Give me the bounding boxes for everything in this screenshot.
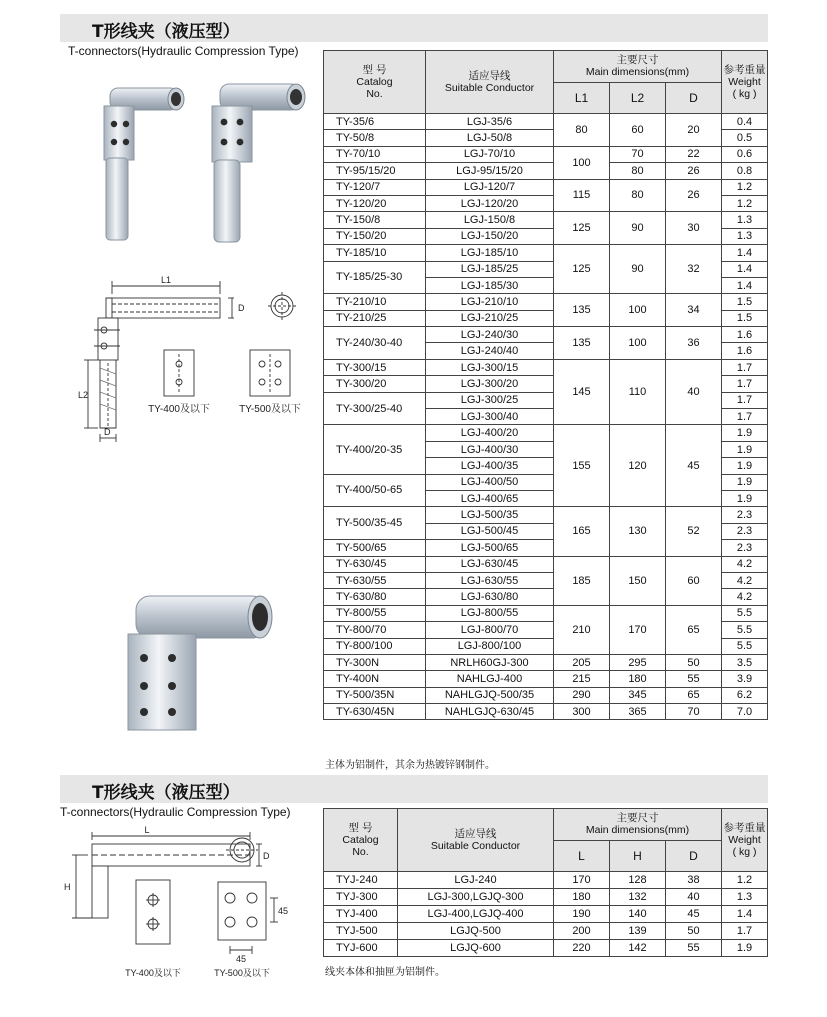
conductor-cell: LGJ-500/35: [426, 507, 554, 523]
table-row: [324, 425, 768, 441]
conductor-cell: LGJ-150/20: [426, 228, 554, 244]
weight-cell: 2.3: [722, 540, 768, 556]
conductor-cell: LGJ-120/7: [426, 179, 554, 195]
technical-drawing-1: [70, 268, 320, 453]
l1-cell: 155: [554, 425, 610, 507]
product-photo-large-clamp: [200, 78, 310, 248]
conductor-cell: LGJ-150/8: [426, 212, 554, 228]
product-photo-heavy-clamp: [118, 586, 278, 746]
catalog-cell: TYJ-300: [324, 889, 398, 906]
table-row: [324, 359, 768, 375]
weight-cell: 1.4: [722, 277, 768, 293]
catalog-cell: TY-120/7: [324, 179, 426, 195]
conductor-cell: LGJ-800/55: [426, 605, 554, 621]
caption-ty400-2: TY-400及以下: [125, 968, 181, 978]
d-cell: 32: [666, 245, 722, 294]
catalog-cell: TY-800/70: [324, 622, 426, 638]
dim-45-horizontal: 45: [235, 954, 247, 964]
weight-cell: 1.4: [722, 906, 768, 923]
conductor-cell: LGJ-35/6: [426, 114, 554, 130]
catalog-cell: TY-630/55: [324, 572, 426, 588]
catalog-cell: TYJ-400: [324, 906, 398, 923]
conductor-cell: LGJ-185/25: [426, 261, 554, 277]
conductor-cell: LGJ-500/65: [426, 540, 554, 556]
caption-ty500: TY-500及以下: [239, 404, 301, 415]
catalog-cell: TYJ-240: [324, 872, 398, 889]
l-cell: 180: [554, 889, 610, 906]
l1-cell: 290: [554, 687, 610, 703]
conductor-cell: LGJ-70/10: [426, 146, 554, 162]
l1-cell: 205: [554, 654, 610, 670]
l1-cell: 165: [554, 507, 610, 556]
table-row: [324, 294, 768, 310]
conductor-cell: LGJ-210/25: [426, 310, 554, 326]
catalog-cell: TY-400/20-35: [324, 425, 426, 474]
l2-cell: 70: [610, 146, 666, 162]
spec-table-2: [323, 808, 768, 957]
l1-cell: 125: [554, 245, 610, 294]
weight-cell: 5.5: [722, 638, 768, 654]
conductor-cell: LGJ-300/40: [426, 409, 554, 425]
catalog-cell: TY-300/25-40: [324, 392, 426, 425]
section2-title: T形线夹（液压型）: [92, 783, 240, 803]
weight-cell: 1.6: [722, 343, 768, 359]
catalog-cell: TY-400N: [324, 671, 426, 687]
dim-l2-label: L2: [78, 390, 89, 400]
l2-cell: 130: [610, 507, 666, 556]
weight-cell: 1.4: [722, 261, 768, 277]
weight-cell: 1.2: [722, 179, 768, 195]
weight-cell: 1.7: [722, 376, 768, 392]
d-cell: 70: [666, 704, 722, 720]
conductor-cell: LGJQ-600: [398, 940, 554, 957]
d-cell: 38: [666, 872, 722, 889]
weight-cell: 1.3: [722, 212, 768, 228]
product-photo-small-clamp: [92, 76, 188, 246]
h-cell: 140: [610, 906, 666, 923]
conductor-cell: LGJ-50/8: [426, 130, 554, 146]
section2-title-bar: [60, 775, 768, 803]
header-d: D: [666, 82, 722, 114]
d-cell: 60: [666, 556, 722, 605]
catalog-cell: TY-70/10: [324, 146, 426, 162]
weight-cell: 1.9: [722, 425, 768, 441]
l2-cell: 295: [610, 654, 666, 670]
weight-cell: 4.2: [722, 556, 768, 572]
l2-cell: 365: [610, 704, 666, 720]
section2-subtitle: T-connectors(Hydraulic Compression Type): [60, 805, 291, 819]
weight-cell: 0.5: [722, 130, 768, 146]
h-cell: 142: [610, 940, 666, 957]
catalog-cell: TY-210/10: [324, 294, 426, 310]
table-row: [324, 212, 768, 228]
d-cell: 55: [666, 671, 722, 687]
weight-cell: 1.7: [722, 392, 768, 408]
table-row: [324, 654, 768, 670]
weight-cell: 4.2: [722, 572, 768, 588]
catalog-cell: TY-630/45N: [324, 704, 426, 720]
caption-ty500-2: TY-500及以下: [214, 968, 270, 978]
conductor-cell: LGJ-800/70: [426, 622, 554, 638]
t2-header-d: D: [666, 840, 722, 872]
d-cell: 65: [666, 687, 722, 703]
conductor-cell: LGJ-185/10: [426, 245, 554, 261]
d-cell: 26: [666, 179, 722, 212]
catalog-cell: TY-50/8: [324, 130, 426, 146]
table-row: [324, 327, 768, 343]
weight-cell: 7.0: [722, 704, 768, 720]
conductor-cell: LGJ-300/20: [426, 376, 554, 392]
table-row: [324, 114, 768, 130]
weight-cell: 0.8: [722, 163, 768, 179]
conductor-cell: LGJ-240/40: [426, 343, 554, 359]
l2-cell: 150: [610, 556, 666, 605]
catalog-cell: TY-240/30-40: [324, 327, 426, 360]
weight-cell: 1.7: [722, 923, 768, 940]
header-l2: L2: [610, 82, 666, 114]
header-catalog: 型 号 Catalog No.: [324, 51, 426, 114]
dim-d-label-bottom: D: [104, 427, 111, 437]
catalog-cell: TY-400/50-65: [324, 474, 426, 507]
l-cell: 170: [554, 872, 610, 889]
conductor-cell: LGJ-400/35: [426, 458, 554, 474]
conductor-cell: NAHLGJQ-500/35: [426, 687, 554, 703]
weight-cell: 1.9: [722, 458, 768, 474]
technical-drawing-2: [62, 824, 318, 984]
l1-cell: 210: [554, 605, 610, 654]
header-weight: 参考重量 Weight ( kg ): [722, 51, 768, 114]
d-cell: 45: [666, 906, 722, 923]
conductor-cell: LGJ-185/30: [426, 277, 554, 293]
dim-d-label-top: D: [238, 303, 245, 313]
table-row: [324, 671, 768, 687]
table-row: [324, 163, 768, 179]
l1-cell: 215: [554, 671, 610, 687]
section1-title: T形线夹（液压型）: [92, 22, 240, 42]
l-cell: 220: [554, 940, 610, 957]
h-cell: 132: [610, 889, 666, 906]
section1-title-bar: [60, 14, 768, 42]
table-row: [324, 146, 768, 162]
weight-cell: 5.5: [722, 622, 768, 638]
d-cell: 52: [666, 507, 722, 556]
d-cell: 30: [666, 212, 722, 245]
conductor-cell: LGJ-300,LGJQ-300: [398, 889, 554, 906]
catalog-cell: TYJ-500: [324, 923, 398, 940]
table-row: [324, 872, 768, 889]
caption-ty400: TY-400及以下: [148, 404, 210, 415]
l-cell: 190: [554, 906, 610, 923]
table-row: [324, 179, 768, 195]
section2-note: 线夹本体和抽匣为铝制件。: [325, 967, 445, 978]
catalog-cell: TY-120/20: [324, 195, 426, 211]
l1-cell: 100: [554, 146, 610, 179]
dim-l1-label: L1: [160, 275, 172, 285]
catalog-cell: TY-300/20: [324, 376, 426, 392]
t2-header-catalog: 型 号 Catalog No.: [324, 809, 398, 872]
weight-cell: 4.2: [722, 589, 768, 605]
l1-cell: 300: [554, 704, 610, 720]
t2-header-weight: 参考重量 Weight ( kg ): [722, 809, 768, 872]
l2-cell: 80: [610, 163, 666, 179]
table-row: [324, 605, 768, 621]
weight-cell: 1.9: [722, 490, 768, 506]
weight-cell: 3.5: [722, 654, 768, 670]
weight-cell: 0.4: [722, 114, 768, 130]
weight-cell: 2.3: [722, 523, 768, 539]
weight-cell: 1.9: [722, 940, 768, 957]
l2-cell: 120: [610, 425, 666, 507]
d-cell: 50: [666, 654, 722, 670]
l2-cell: 180: [610, 671, 666, 687]
weight-cell: 1.3: [722, 889, 768, 906]
l1-cell: 135: [554, 327, 610, 360]
l2-cell: 100: [610, 327, 666, 360]
section1-subtitle: T-connectors(Hydraulic Compression Type): [68, 44, 299, 58]
catalog-cell: TY-185/10: [324, 245, 426, 261]
conductor-cell: LGJ-400/50: [426, 474, 554, 490]
catalog-cell: TY-500/35-45: [324, 507, 426, 540]
weight-cell: 1.2: [722, 872, 768, 889]
conductor-cell: LGJ-400/20: [426, 425, 554, 441]
l2-cell: 100: [610, 294, 666, 327]
dim-h-label: H: [64, 882, 71, 892]
dim-d-label: D: [263, 851, 270, 861]
l1-cell: 80: [554, 114, 610, 147]
conductor-cell: LGJ-400,LGJQ-400: [398, 906, 554, 923]
t2-header-l: L: [554, 840, 610, 872]
t2-header-conductor: 适应导线 Suitable Conductor: [398, 809, 554, 872]
conductor-cell: NRLH60GJ-300: [426, 654, 554, 670]
conductor-cell: LGJ-630/55: [426, 572, 554, 588]
table-row: [324, 940, 768, 957]
weight-cell: 5.5: [722, 605, 768, 621]
catalog-cell: TY-210/25: [324, 310, 426, 326]
header-main-dimensions: 主要尺寸 Main dimensions(mm): [554, 51, 722, 83]
weight-cell: 2.3: [722, 507, 768, 523]
l2-cell: 80: [610, 179, 666, 212]
conductor-cell: LGJ-800/100: [426, 638, 554, 654]
catalog-cell: TY-185/25-30: [324, 261, 426, 294]
conductor-cell: LGJ-240/30: [426, 327, 554, 343]
weight-cell: 1.5: [722, 294, 768, 310]
weight-cell: 1.4: [722, 245, 768, 261]
table-row: [324, 906, 768, 923]
catalog-cell: TY-500/35N: [324, 687, 426, 703]
l2-cell: 110: [610, 359, 666, 425]
catalog-cell: TYJ-600: [324, 940, 398, 957]
d-cell: 40: [666, 359, 722, 425]
t2-header-h: H: [610, 840, 666, 872]
d-cell: 34: [666, 294, 722, 327]
d-cell: 40: [666, 889, 722, 906]
table-row: [324, 245, 768, 261]
table-row: [324, 704, 768, 720]
weight-cell: 1.6: [722, 327, 768, 343]
conductor-cell: LGJ-300/15: [426, 359, 554, 375]
l1-cell: 135: [554, 294, 610, 327]
table-row: [324, 889, 768, 906]
catalog-cell: TY-630/45: [324, 556, 426, 572]
catalog-cell: TY-630/80: [324, 589, 426, 605]
h-cell: 128: [610, 872, 666, 889]
d-cell: 45: [666, 425, 722, 507]
header-l1: L1: [554, 82, 610, 114]
l2-cell: 90: [610, 212, 666, 245]
d-cell: 22: [666, 146, 722, 162]
d-cell: 65: [666, 605, 722, 654]
l1-cell: 115: [554, 179, 610, 212]
l1-cell: 185: [554, 556, 610, 605]
d-cell: 20: [666, 114, 722, 147]
catalog-cell: TY-35/6: [324, 114, 426, 130]
conductor-cell: NAHLGJQ-630/45: [426, 704, 554, 720]
l2-cell: 345: [610, 687, 666, 703]
conductor-cell: LGJ-500/45: [426, 523, 554, 539]
l2-cell: 90: [610, 245, 666, 294]
conductor-cell: LGJ-210/10: [426, 294, 554, 310]
dim-45-vertical: 45: [278, 906, 289, 916]
table-row: [324, 687, 768, 703]
conductor-cell: LGJ-300/25: [426, 392, 554, 408]
conductor-cell: LGJ-630/45: [426, 556, 554, 572]
catalog-cell: TY-300/15: [324, 359, 426, 375]
weight-cell: 1.9: [722, 441, 768, 457]
conductor-cell: LGJ-120/20: [426, 195, 554, 211]
table-row: [324, 507, 768, 523]
d-cell: 26: [666, 163, 722, 179]
l2-cell: 60: [610, 114, 666, 147]
l1-cell: 125: [554, 212, 610, 245]
conductor-cell: LGJ-240: [398, 872, 554, 889]
catalog-cell: TY-500/65: [324, 540, 426, 556]
table-row: [324, 923, 768, 940]
catalog-cell: TY-150/8: [324, 212, 426, 228]
table-row: [324, 556, 768, 572]
l-cell: 200: [554, 923, 610, 940]
conductor-cell: LGJ-400/65: [426, 490, 554, 506]
weight-cell: 0.6: [722, 146, 768, 162]
d-cell: 36: [666, 327, 722, 360]
section1-note: 主体为铝制件，其余为热镀锌钢制件。: [325, 760, 495, 771]
h-cell: 139: [610, 923, 666, 940]
weight-cell: 1.3: [722, 228, 768, 244]
catalog-cell: TY-300N: [324, 654, 426, 670]
conductor-cell: LGJ-630/80: [426, 589, 554, 605]
weight-cell: 1.7: [722, 409, 768, 425]
weight-cell: 1.7: [722, 359, 768, 375]
l1-cell: 145: [554, 359, 610, 425]
dim-l-label: L: [144, 825, 150, 835]
d-cell: 55: [666, 940, 722, 957]
catalog-cell: TY-150/20: [324, 228, 426, 244]
header-conductor: 适应导线 Suitable Conductor: [426, 51, 554, 114]
spec-table-1: [323, 50, 768, 720]
conductor-cell: LGJQ-500: [398, 923, 554, 940]
conductor-cell: NAHLGJ-400: [426, 671, 554, 687]
weight-cell: 3.9: [722, 671, 768, 687]
catalog-cell: TY-800/100: [324, 638, 426, 654]
d-cell: 50: [666, 923, 722, 940]
l2-cell: 170: [610, 605, 666, 654]
catalog-cell: TY-95/15/20: [324, 163, 426, 179]
weight-cell: 1.5: [722, 310, 768, 326]
weight-cell: 1.2: [722, 195, 768, 211]
t2-header-main-dimensions: 主要尺寸 Main dimensions(mm): [554, 809, 722, 841]
conductor-cell: LGJ-400/30: [426, 441, 554, 457]
conductor-cell: LGJ-95/15/20: [426, 163, 554, 179]
weight-cell: 6.2: [722, 687, 768, 703]
catalog-cell: TY-800/55: [324, 605, 426, 621]
weight-cell: 1.9: [722, 474, 768, 490]
